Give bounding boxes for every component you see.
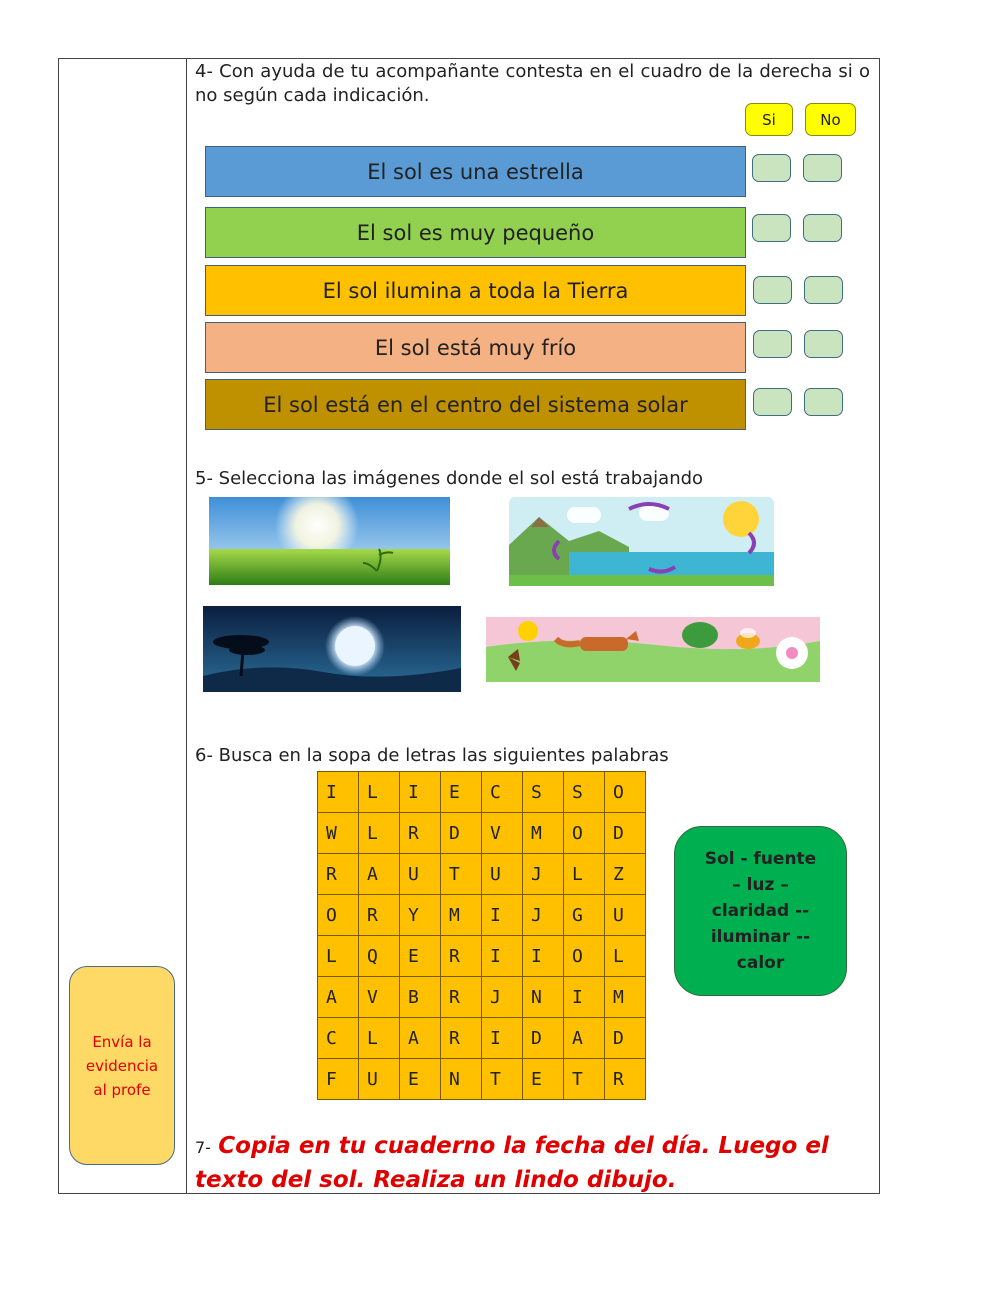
grid-cell[interactable]: R	[400, 813, 441, 854]
grid-cell[interactable]: I	[482, 936, 523, 977]
grid-cell[interactable]: L	[318, 936, 359, 977]
question-7-text: Copia en tu cuaderno la fecha del día. Luego el texto del sol. Realiza un lindo dibujo.	[195, 1133, 829, 1193]
answer-yes-box-2[interactable]	[752, 214, 791, 242]
question-5-text: 5- Selecciona las imágenes donde el sol está trabajando	[195, 468, 704, 489]
grid-cell[interactable]: D	[605, 813, 646, 854]
grid-cell[interactable]: D	[441, 813, 482, 854]
grid-cell[interactable]: L	[359, 813, 400, 854]
grid-cell[interactable]: R	[441, 1018, 482, 1059]
statement-5: El sol está en el centro del sistema solar	[205, 379, 746, 430]
grid-cell[interactable]: L	[564, 854, 605, 895]
word-list-line: claridad --	[711, 901, 810, 921]
grid-row	[318, 936, 646, 977]
grid-cell[interactable]: E	[400, 1059, 441, 1100]
word-search-grid	[317, 771, 646, 1100]
grid-row	[318, 772, 646, 813]
statement-1: El sol es una estrella	[205, 146, 746, 197]
grid-cell[interactable]: V	[482, 813, 523, 854]
grid-cell[interactable]: U	[359, 1059, 400, 1100]
grid-cell[interactable]: S	[564, 772, 605, 813]
animals-meadow-image[interactable]	[486, 617, 820, 682]
send-evidence-note	[69, 966, 175, 1165]
grid-cell[interactable]: M	[605, 977, 646, 1018]
grid-cell[interactable]: B	[400, 977, 441, 1018]
grid-cell[interactable]: J	[523, 854, 564, 895]
grid-cell[interactable]: J	[523, 895, 564, 936]
grid-cell[interactable]: M	[523, 813, 564, 854]
grid-cell[interactable]: O	[564, 936, 605, 977]
grid-cell[interactable]: D	[605, 1018, 646, 1059]
grid-cell[interactable]: R	[318, 854, 359, 895]
yes-header: Si	[745, 103, 793, 136]
grid-cell[interactable]: Z	[605, 854, 646, 895]
word-list-line: Sol - fuente	[704, 849, 817, 869]
column-divider	[186, 58, 187, 1194]
answer-no-box-4[interactable]	[804, 330, 843, 358]
grid-cell[interactable]: A	[400, 1018, 441, 1059]
grid-cell[interactable]: E	[400, 936, 441, 977]
no-header: No	[805, 103, 856, 136]
grid-cell[interactable]: I	[318, 772, 359, 813]
question-6-text: 6- Busca en la sopa de letras las siguientes palabras	[195, 745, 669, 766]
grid-cell[interactable]: T	[482, 1059, 523, 1100]
grid-cell[interactable]: R	[441, 977, 482, 1018]
grid-cell[interactable]: T	[441, 854, 482, 895]
grid-row	[318, 977, 646, 1018]
statement-2: El sol es muy pequeño	[205, 207, 746, 258]
grid-cell[interactable]: R	[359, 895, 400, 936]
word-list-line: iluminar --	[710, 927, 811, 947]
grid-cell[interactable]: L	[359, 1018, 400, 1059]
grid-cell[interactable]: F	[318, 1059, 359, 1100]
send-note-line: al profe	[93, 1080, 151, 1099]
grid-row	[318, 1059, 646, 1100]
question-7-number: 7-	[195, 1138, 211, 1157]
grid-cell[interactable]: R	[441, 936, 482, 977]
answer-no-box-2[interactable]	[803, 214, 842, 242]
answer-yes-box-3[interactable]	[753, 276, 792, 304]
grid-cell[interactable]: T	[564, 1059, 605, 1100]
grid-cell[interactable]: I	[482, 1018, 523, 1059]
grid-cell[interactable]: O	[564, 813, 605, 854]
answer-no-box-1[interactable]	[803, 154, 842, 182]
grid-cell[interactable]: D	[523, 1018, 564, 1059]
grid-cell[interactable]: C	[482, 772, 523, 813]
grid-cell[interactable]: I	[482, 895, 523, 936]
statement-3: El sol ilumina a toda la Tierra	[205, 265, 746, 316]
sunny-field-image[interactable]	[209, 497, 450, 585]
answer-yes-box-4[interactable]	[753, 330, 792, 358]
word-list-box	[674, 826, 847, 996]
statement-4: El sol está muy frío	[205, 322, 746, 373]
grid-cell[interactable]: C	[318, 1018, 359, 1059]
water-cycle-image[interactable]	[509, 497, 774, 586]
question-4-text: 4- Con ayuda de tu acompañante contesta en el cuadro de la derecha si o no según cada indicación.	[195, 61, 870, 106]
grid-cell[interactable]: M	[441, 895, 482, 936]
grid-row	[318, 1018, 646, 1059]
word-list-line: – luz –	[732, 875, 789, 895]
answer-no-box-5[interactable]	[804, 388, 843, 416]
grid-row	[318, 813, 646, 854]
answer-yes-box-5[interactable]	[753, 388, 792, 416]
grid-row	[318, 895, 646, 936]
answer-yes-box-1[interactable]	[752, 154, 791, 182]
grid-cell[interactable]: A	[318, 977, 359, 1018]
grid-cell[interactable]: J	[482, 977, 523, 1018]
grid-row	[318, 854, 646, 895]
grid-cell[interactable]: A	[359, 854, 400, 895]
grid-cell[interactable]: Y	[400, 895, 441, 936]
grid-cell[interactable]: U	[482, 854, 523, 895]
grid-cell[interactable]: L	[605, 936, 646, 977]
grid-cell[interactable]: L	[359, 772, 400, 813]
question-7	[195, 1130, 875, 1197]
grid-cell[interactable]: W	[318, 813, 359, 854]
grid-cell[interactable]: U	[605, 895, 646, 936]
send-note-line: evidencia	[85, 1056, 159, 1075]
grid-cell[interactable]: S	[523, 772, 564, 813]
grid-cell[interactable]: R	[605, 1059, 646, 1100]
night-moon-image[interactable]	[203, 606, 461, 692]
grid-cell[interactable]: G	[564, 895, 605, 936]
grid-cell[interactable]: E	[441, 772, 482, 813]
grid-cell[interactable]: O	[318, 895, 359, 936]
grid-cell[interactable]: I	[523, 936, 564, 977]
grid-cell[interactable]: I	[564, 977, 605, 1018]
grid-cell[interactable]: Q	[359, 936, 400, 977]
grid-cell[interactable]: I	[400, 772, 441, 813]
grid-cell[interactable]: U	[400, 854, 441, 895]
grid-cell[interactable]: E	[523, 1059, 564, 1100]
grid-cell[interactable]: V	[359, 977, 400, 1018]
answer-no-box-3[interactable]	[804, 276, 843, 304]
grid-cell[interactable]: N	[523, 977, 564, 1018]
grid-cell[interactable]: O	[605, 772, 646, 813]
grid-cell[interactable]: A	[564, 1018, 605, 1059]
grid-cell[interactable]: N	[441, 1059, 482, 1100]
word-list-line: calor	[736, 953, 785, 973]
send-note-line: Envía la	[92, 1032, 152, 1051]
